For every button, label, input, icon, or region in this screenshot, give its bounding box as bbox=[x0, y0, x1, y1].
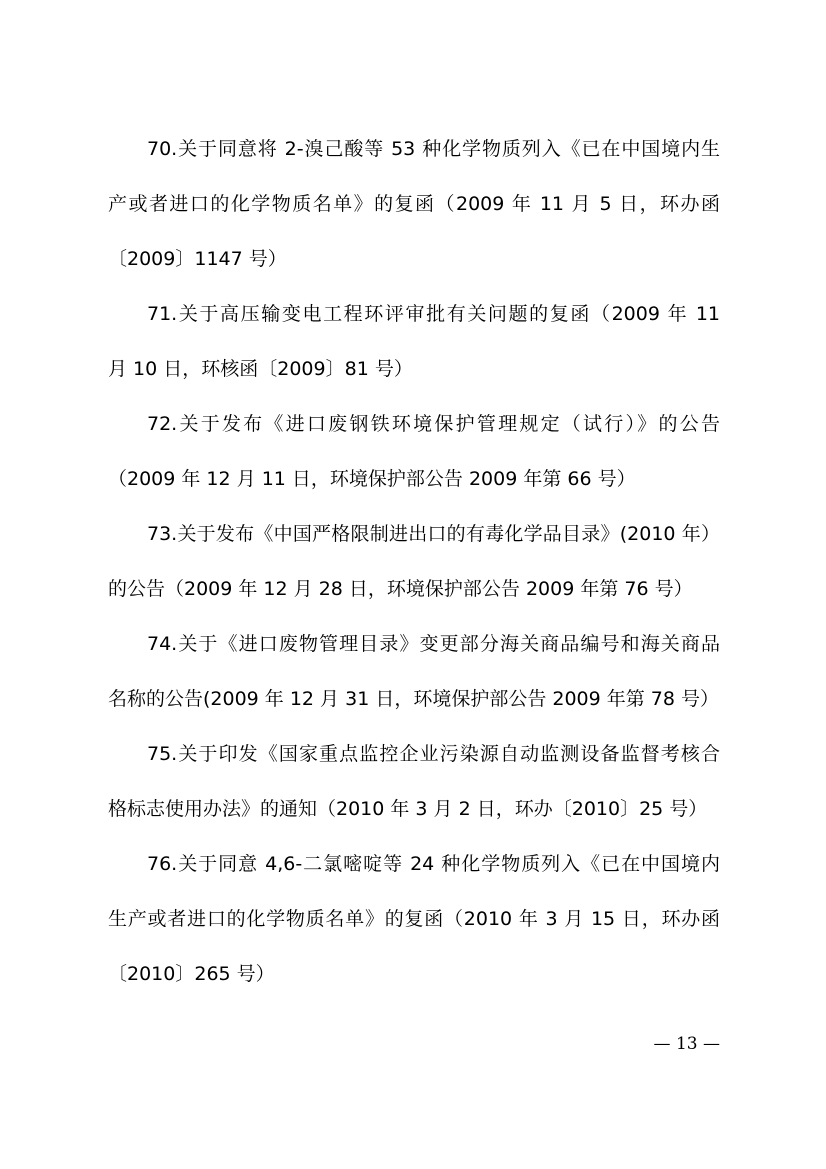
entry-72-line-2: （2009 年 12 月 11 日，环境保护部公告 2009 年第 66 号） bbox=[108, 468, 636, 490]
entry-71-line-2: 月 10 日，环核函〔2009〕81 号） bbox=[108, 358, 413, 380]
entry-72-line-1: 72.关于发布《进口废钢铁环境保护管理规定（试行）》的公告 bbox=[147, 413, 720, 435]
entry-76-line-1: 76.关于同意 4,6-二氯嘧啶等 24 种化学物质列入《已在中国境内 bbox=[147, 853, 720, 875]
entry-75-line-2: 格标志使用办法》的通知（2010 年 3 月 2 日，环办〔2010〕25 号） bbox=[108, 798, 708, 820]
page-number: — 13 — bbox=[653, 1034, 720, 1054]
entry-76-line-2: 生产或者进口的化学物质名单》的复函（2010 年 3 月 15 日，环办函 bbox=[108, 908, 720, 930]
entry-73-line-2: 的公告（2009 年 12 月 28 日，环境保护部公告 2009 年第 76 号） bbox=[108, 578, 693, 600]
entry-70-line-3: 〔2009〕1147 号） bbox=[108, 248, 287, 270]
entry-73-line-1: 73.关于发布《中国严格限制进出口的有毒化学品目录》(2010 年） bbox=[147, 523, 720, 545]
entry-75-line-1: 75.关于印发《国家重点监控企业污染源自动监测设备监督考核合 bbox=[147, 743, 720, 765]
entry-74-line-1: 74.关于《进口废物管理目录》变更部分海关商品编号和海关商品 bbox=[147, 633, 720, 655]
entry-70-line-1: 70.关于同意将 2-溴己酸等 53 种化学物质列入《已在中国境内生 bbox=[147, 138, 720, 160]
entry-71-line-1: 71.关于高压输变电工程环评审批有关问题的复函（2009 年 11 bbox=[147, 303, 720, 325]
entry-70-line-2: 产或者进口的化学物质名单》的复函（2009 年 11 月 5 日，环办函 bbox=[108, 193, 720, 215]
entry-76-line-3: 〔2010〕265 号） bbox=[108, 963, 275, 985]
entry-74-line-2: 名称的公告(2009 年 12 月 31 日，环境保护部公告 2009 年第 78 号） bbox=[108, 688, 720, 710]
